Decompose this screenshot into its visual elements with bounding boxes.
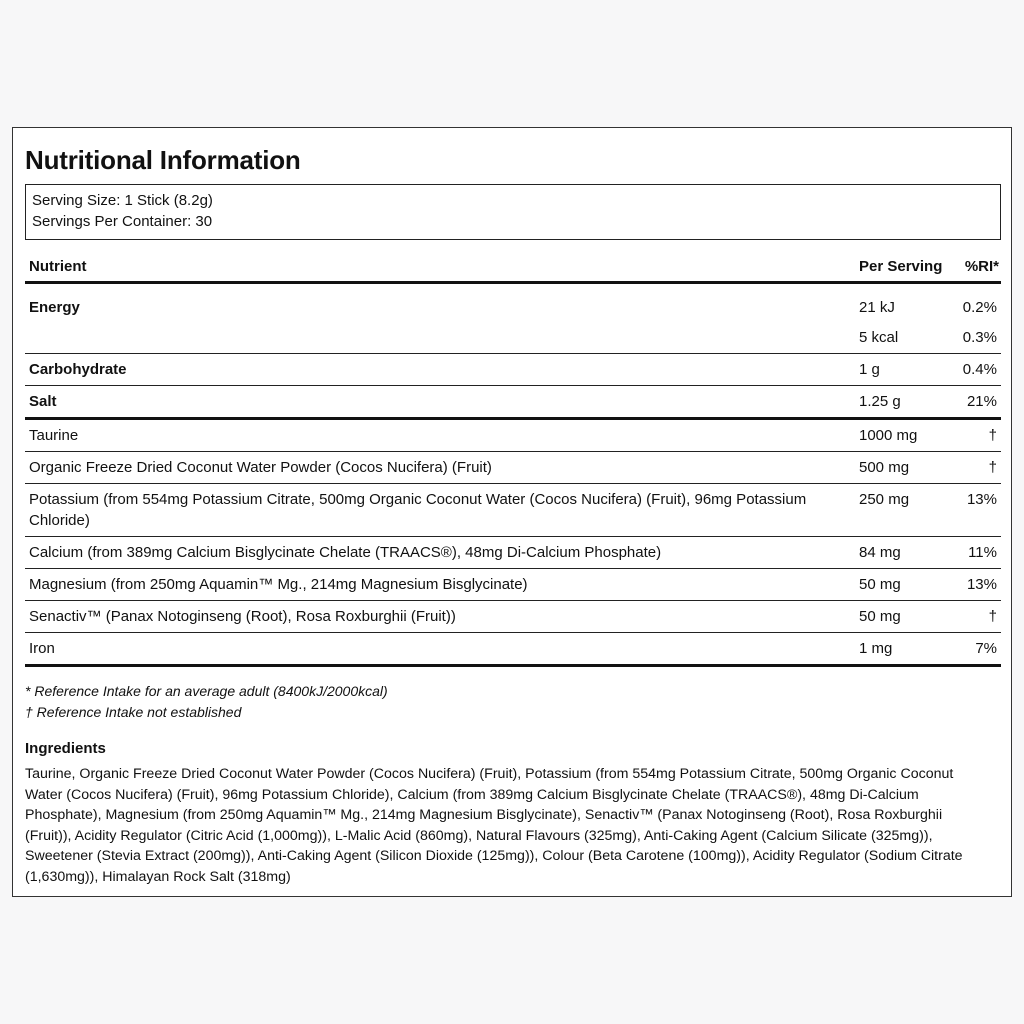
nutrient-name: Carbohydrate	[29, 361, 127, 378]
dagger-footnote: † Reference Intake not established	[25, 704, 242, 720]
table-header-row	[25, 250, 1001, 284]
nutrient-amount: 84 mg	[859, 544, 901, 561]
table-row	[25, 386, 1001, 420]
nutrient-ri: †	[988, 608, 997, 625]
nutrient-amount: 250 mg	[859, 491, 910, 508]
nutrient-name: Salt	[29, 393, 57, 410]
energy-kcal-ri: 0.3%	[962, 329, 997, 346]
nutrient-name: Potassium (from 554mg Potassium Citrate, 500mg Organic Coconut Water (Cocos Nucifera) (Fruit), 96mg Potassium Chloride)	[29, 491, 807, 529]
nutrient-name: Calcium (from 389mg Calcium Bisglycinate Chelate (TRAACS®), 48mg Di-Calcium Phosphate)	[29, 544, 662, 561]
nutrient-ri: 13%	[966, 576, 997, 593]
table-row	[25, 354, 1001, 386]
nutrient-ri: 13%	[966, 491, 997, 508]
nutrient-name: Taurine	[29, 427, 79, 444]
nutrient-amount: 50 mg	[859, 576, 901, 593]
table-row	[25, 633, 1001, 667]
nutrient-name: Energy	[29, 299, 80, 316]
nutrient-ri: 11%	[968, 544, 997, 561]
nutrient-amount: 50 mg	[859, 608, 901, 625]
nutrient-name: Senactiv™ (Panax Notoginseng (Root), Rosa Roxburghii (Fruit))	[29, 608, 456, 625]
table-row	[25, 601, 1001, 633]
nutrient-amount: 1 g	[859, 361, 880, 378]
table-row	[25, 484, 1001, 537]
header-nutrient: Nutrient	[29, 258, 87, 275]
ri-footnote: * Reference Intake for an average adult (8400kJ/2000kcal)	[25, 683, 388, 699]
page-title: Nutritional Information	[25, 145, 301, 175]
serving-size: Serving Size: 1 Stick (8.2g)	[32, 192, 213, 209]
ingredients-text: Taurine, Organic Freeze Dried Coconut Water Powder (Cocos Nucifera) (Fruit), Potassium (from 554mg Potassium Citrate, 500mg Organic Coconut Water (Cocos Nucifera) (Fruit), 96mg Potassium Chloride), Calcium (from 389mg Calcium Bisglycinate Chelate (TRAACS®), 48mg Di-Calcium Phosphate), Magnesium (from 250mg Aquamin™ Mg., 214mg Magnesium Bisglycinate), Senactiv™ (Panax Notoginseng (Root), Rosa Roxburghii (Fruit)), Acidity Regulator (Citric Acid (1,000mg)), L-Malic Acid (860mg), Natural Flavours (325mg), Anti-Caking Agent (Calcium Silicate (325mg)), Sweetener (Stevia Extract (200mg)), Anti-Caking Agent (Silicon Dioxide (125mg)), Colour (Beta Carotene (100mg)), Acidity Regulator (Sodium Citrate (1,630mg)), Himalayan Rock Salt (318mg)	[25, 766, 963, 885]
nutrient-amount: 1000 mg	[859, 427, 918, 444]
table-row	[25, 452, 1001, 484]
header-ri: %RI*	[964, 258, 999, 275]
table-row-energy	[25, 284, 1001, 354]
energy-kcal: 5 kcal	[859, 329, 899, 346]
nutrient-amount: 500 mg	[859, 459, 910, 476]
header-per-serving: Per Serving	[859, 258, 943, 275]
servings-per-container: Servings Per Container: 30	[32, 213, 213, 230]
energy-kj-ri: 0.2%	[962, 299, 997, 316]
nutrient-name: Organic Freeze Dried Coconut Water Powder (Cocos Nucifera) (Fruit)	[29, 459, 492, 476]
nutrient-amount: 1.25 g	[859, 393, 901, 410]
table-row	[25, 569, 1001, 601]
nutrient-ri: 7%	[975, 640, 997, 657]
ingredients-heading: Ingredients	[25, 740, 106, 757]
table-row	[25, 420, 1001, 452]
nutrient-ri: 21%	[966, 393, 997, 410]
table-row	[25, 537, 1001, 569]
serving-info-box	[25, 184, 1001, 240]
energy-kj: 21 kJ	[859, 299, 895, 316]
nutrition-panel	[12, 127, 1012, 897]
nutrient-name: Magnesium (from 250mg Aquamin™ Mg., 214mg Magnesium Bisglycinate)	[29, 576, 528, 593]
nutrient-amount: 1 mg	[859, 640, 893, 657]
nutrition-table	[25, 250, 1001, 667]
nutrient-name: Iron	[29, 640, 55, 657]
nutrient-ri: 0.4%	[962, 361, 997, 378]
footnotes	[25, 681, 388, 723]
nutrient-ri: †	[988, 459, 997, 476]
nutrient-ri: †	[988, 427, 997, 444]
